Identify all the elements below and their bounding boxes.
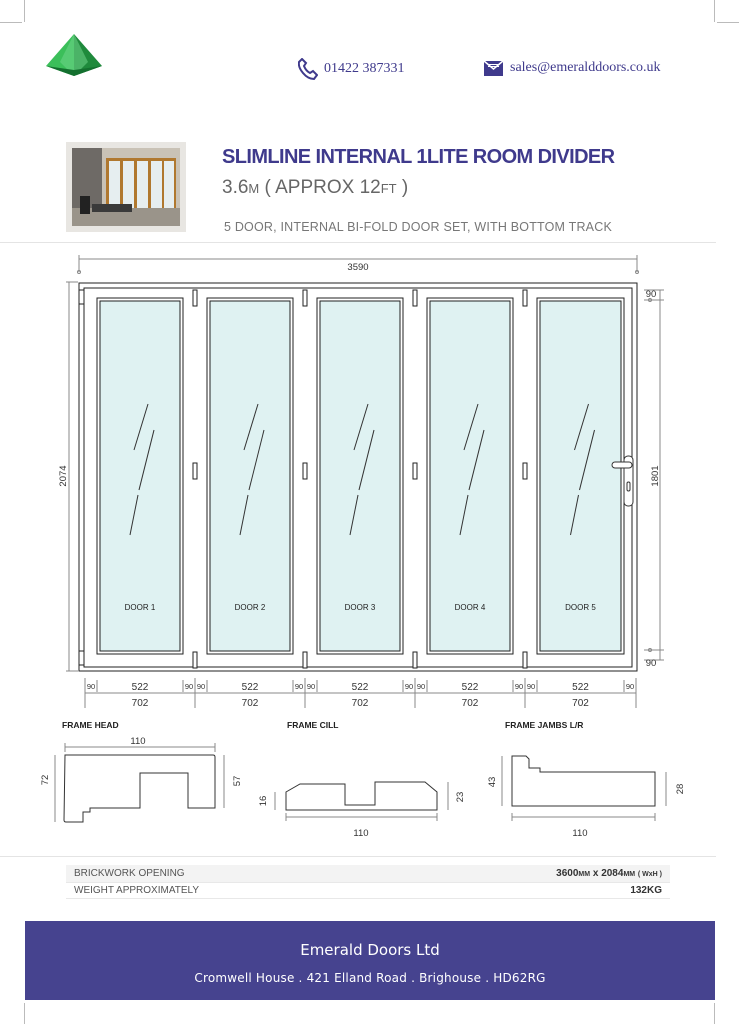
divider: [0, 242, 716, 243]
crop-mark: [0, 22, 22, 23]
frame-cill-height-left: 16: [258, 795, 269, 807]
hinge-mark: [193, 463, 197, 479]
spec-row-weight: [66, 882, 670, 899]
hinge-mark: [193, 652, 197, 668]
door-label: DOOR 4: [454, 603, 486, 612]
glass-width-dim: 522: [351, 682, 369, 693]
product-size: [222, 177, 408, 199]
product-photo: [66, 142, 186, 232]
hinge-mark: [303, 652, 307, 668]
hinge-mark: [413, 290, 417, 306]
stile-left-dim: 90: [86, 682, 96, 691]
hinge-mark: [303, 290, 307, 306]
frame-jambs-title: FRAME JAMBS L/R: [505, 720, 584, 730]
leaf-width-dim: 702: [572, 698, 589, 709]
door-panel: [413, 290, 513, 668]
overall-height-label: 2074: [58, 465, 69, 487]
stile-left-dim: 90: [196, 682, 206, 691]
leaf-width-dim: 702: [131, 698, 149, 709]
crop-mark: [714, 0, 715, 22]
size-approx: ( APPROX 12: [264, 177, 381, 198]
overall-width-dimension: [78, 255, 639, 274]
weight-value: 132KG: [630, 885, 662, 896]
company-address: Cromwell House . 421 Elland Road . Brighouse . HD62RG: [194, 971, 546, 985]
technical-drawing: [0, 250, 739, 850]
frame-head-height-left: 72: [40, 774, 51, 786]
stile-left-dim: 90: [526, 682, 536, 691]
frame-head-title: FRAME HEAD: [62, 720, 119, 730]
weight-label: WEIGHT APPROXIMATELY: [74, 885, 200, 896]
email-address: sales@emeralddoors.co.uk: [510, 60, 661, 75]
door-label: DOOR 3: [344, 603, 376, 612]
crop-mark: [717, 22, 739, 23]
email-icon: [483, 58, 504, 78]
size-unit-imperial: FT: [380, 181, 397, 196]
hinge-mark: [193, 290, 197, 306]
phone-number: 01422 387331: [324, 61, 405, 76]
leaf-width-dim: 702: [241, 698, 259, 709]
phone-contact[interactable]: [298, 58, 405, 80]
frame-top-label: 90: [645, 289, 657, 300]
leaf-width-dim: 702: [461, 698, 479, 709]
product-title: SLIMLINE INTERNAL 1LITE ROOM DIVIDER: [222, 146, 615, 168]
glass-height-label: 1801: [650, 465, 661, 487]
crop-mark: [714, 1003, 715, 1024]
hinge-mark: [523, 463, 527, 479]
phone-icon: [298, 58, 318, 80]
crop-mark: [24, 0, 25, 22]
frame-cill-title: FRAME CILL: [287, 720, 339, 730]
product-description: 5 DOOR, INTERNAL BI-FOLD DOOR SET, WITH BOTTOM TRACK: [224, 220, 612, 234]
frame-head-height-right: 57: [232, 775, 243, 787]
stile-right-dim: 90: [514, 682, 524, 691]
overall-width-label: 3590: [347, 262, 369, 273]
leaf-width-dim: 702: [351, 698, 369, 709]
door-label: DOOR 2: [234, 603, 266, 612]
frame-cill-height-right: 23: [455, 791, 466, 803]
brickwork-label: BRICKWORK OPENING: [74, 868, 185, 879]
door-panel: [97, 298, 183, 654]
size-unit: M: [248, 181, 260, 196]
door-panel: [523, 290, 624, 668]
divider: [0, 856, 716, 857]
footer: [25, 921, 715, 1000]
glass-width-dim: 522: [461, 682, 479, 693]
size-value: 3.6: [222, 177, 249, 198]
glass-width-dim: 522: [131, 682, 149, 693]
stile-right-dim: 90: [184, 682, 194, 691]
door-panel: [303, 290, 403, 668]
stile-left-dim: 90: [416, 682, 426, 691]
brickwork-value: 3600MM x 2084MM ( WxH ): [556, 868, 662, 879]
overall-height-dimension: [58, 282, 78, 671]
hinge-mark: [303, 463, 307, 479]
stile-left-dim: 90: [306, 682, 316, 691]
glass-width-dim: 522: [241, 682, 259, 693]
stile-right-dim: 90: [294, 682, 304, 691]
hinge-mark: [413, 652, 417, 668]
frame-jambs-height-right: 28: [675, 783, 686, 795]
glass-width-dim: 522: [572, 682, 589, 693]
frame-head-width: 110: [130, 736, 146, 747]
frame-head-section: [40, 720, 243, 822]
frame-jambs-width: 110: [572, 828, 588, 839]
stile-right-dim: 90: [404, 682, 414, 691]
spec-row-brickwork: [66, 865, 670, 882]
frame-bottom-label: 90: [645, 658, 657, 669]
frame-jambs-section: [487, 720, 686, 839]
door-panel: [193, 290, 293, 668]
door-label: DOOR 1: [124, 603, 156, 612]
stile-right-dim: 90: [625, 682, 635, 691]
company-name: Emerald Doors Ltd: [300, 941, 440, 959]
frame-jambs-height-left: 43: [487, 776, 498, 788]
size-close: ): [401, 177, 409, 198]
emerald-logo-icon: [42, 32, 106, 80]
door-label: DOOR 5: [565, 603, 596, 612]
hinge-mark: [523, 652, 527, 668]
email-contact[interactable]: [483, 58, 661, 78]
frame-cill-width: 110: [353, 828, 369, 839]
hinge-mark: [523, 290, 527, 306]
crop-mark: [24, 1003, 25, 1024]
frame-cill-section: [258, 720, 466, 839]
hinge-mark: [413, 463, 417, 479]
